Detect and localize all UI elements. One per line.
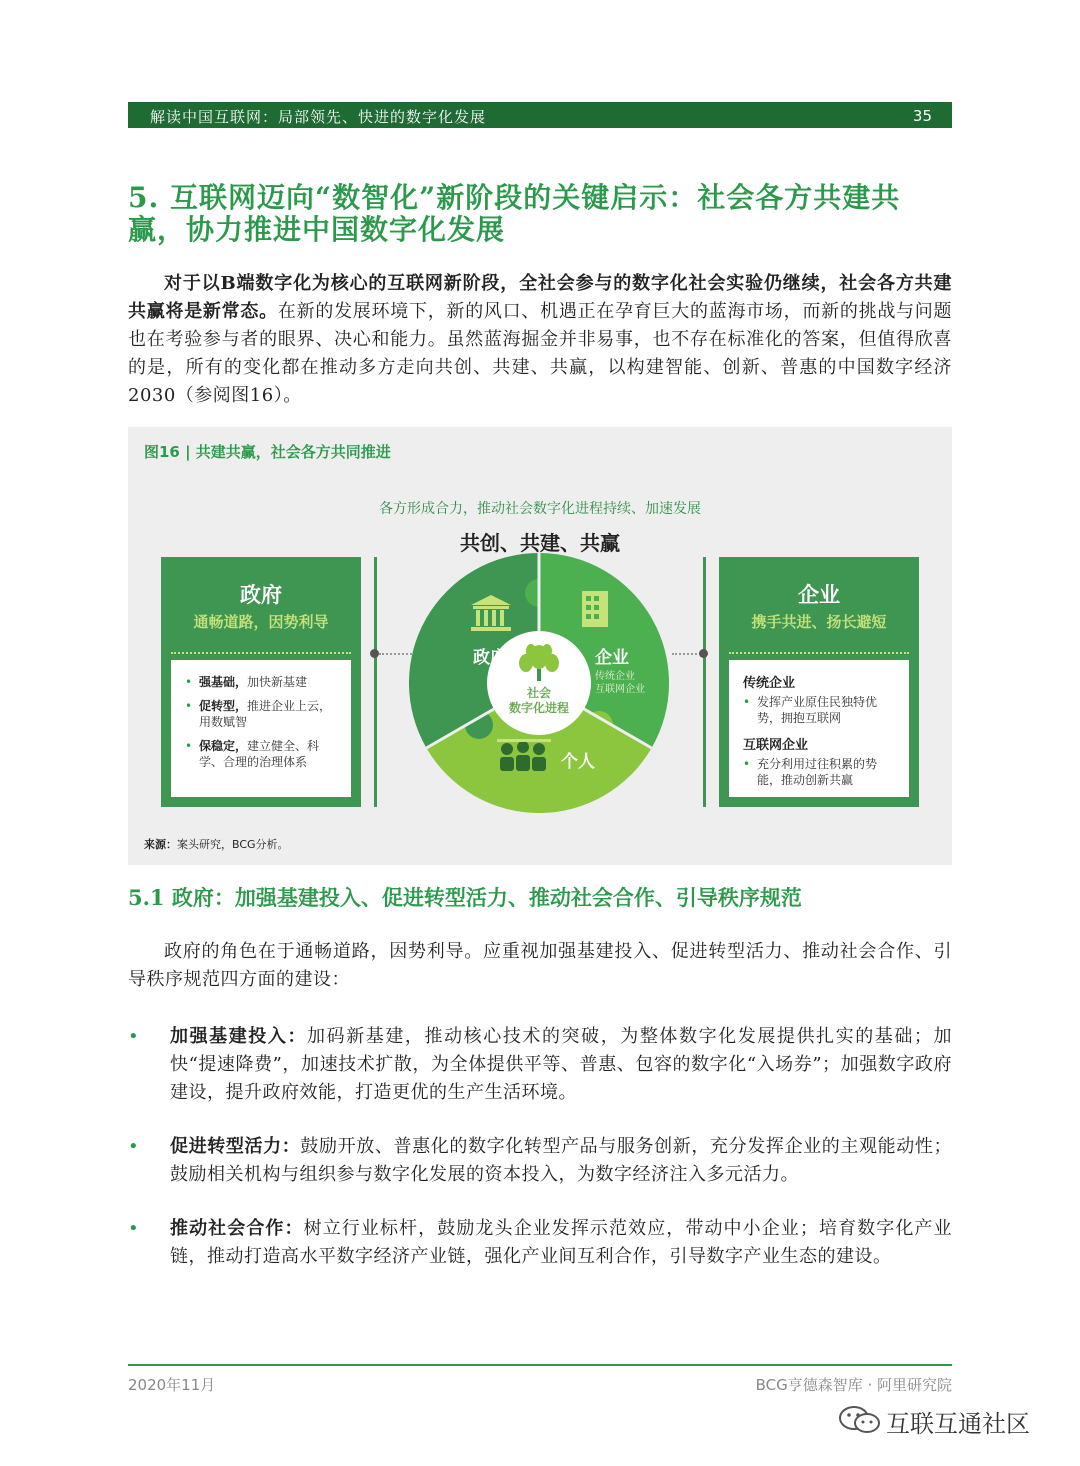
government-panel-head: 政府 bbox=[240, 583, 282, 607]
list-item: • 保稳定，建立健全、科学、合理的治理体系 bbox=[185, 738, 341, 770]
government-panel-list bbox=[171, 660, 351, 797]
section-title: 5. 互联网迈向“数智化”新阶段的关键启示：社会各方共建共赢，协力推进中国数字化发展 bbox=[128, 181, 901, 246]
bullet-item: • 推动社会合作：树立行业标杆，鼓励龙头企业发挥示范效应，带动中小企业；培育数字化产业链，推动打造高水平数字经济产业链，强化产业间互利合作，引导数字产业生态的建设。 bbox=[170, 1215, 952, 1271]
center-label-process: 数字化进程 bbox=[508, 701, 570, 715]
page-header bbox=[128, 102, 952, 128]
watermark bbox=[838, 1402, 1058, 1438]
center-label-society: 社会 bbox=[526, 686, 552, 700]
puzzle-enterprise-sub1: 传统企业 bbox=[595, 671, 635, 682]
enterprise-panel-head: 企业 bbox=[798, 583, 840, 607]
panel-divider bbox=[171, 652, 351, 654]
puzzle-government-label: 政府 bbox=[473, 648, 507, 668]
figure-title: 图16 | 共建共赢，社会各方共同推进 bbox=[144, 443, 391, 461]
list-item: • 充分利用过往积累的势能，推动创新共赢 bbox=[743, 756, 899, 788]
government-panel-sub: 通畅道路，因势利导 bbox=[193, 613, 329, 631]
enterprise-panel-sub: 携手共进、扬长避短 bbox=[751, 613, 887, 631]
bullet-dot: • bbox=[128, 1218, 140, 1239]
divider-line bbox=[703, 557, 706, 807]
intro-bold: 对于以B端数字化为核心的互联网新阶段，全社会参与的数字化社会实验仍继续，社会各方共建共赢将是新常态。 bbox=[128, 273, 952, 322]
connector-dot bbox=[699, 649, 708, 658]
footer-divider bbox=[128, 1364, 952, 1366]
figure-main-caption: 共创、共建、共赢 bbox=[460, 531, 620, 555]
bullet-dot: • bbox=[128, 1136, 140, 1157]
internet-enterprise-head: 互联网企业 bbox=[743, 738, 809, 753]
list-item: • 强基础，加快新基建 bbox=[185, 674, 341, 690]
footer-date: 2020年11月 bbox=[128, 1376, 216, 1394]
enterprise-panel-list bbox=[729, 660, 909, 797]
wechat-icon bbox=[838, 1404, 882, 1436]
figure-16 bbox=[128, 427, 952, 865]
bullet-dot: • bbox=[128, 1026, 140, 1047]
panel-divider bbox=[729, 652, 909, 654]
divider-line bbox=[374, 557, 377, 807]
intro-text: 在新的发展环境下，新的风口、机遇正在孕育巨大的蓝海市场，而新的挑战与问题也在考验参与者的眼界、决心和能力。虽然蓝海掘金并非易事，也不存在标准化的答案，但值得欣喜的是，所有的变化都在推动多方走向共创、共建、共赢，以构建智能、创新、普惠的中国数字经济2030（参阅图16）。 bbox=[128, 301, 953, 406]
connector-dot bbox=[370, 649, 379, 658]
list-item: • 促转型，推进企业上云，用数赋智 bbox=[185, 698, 341, 730]
paragraph: 政府的角色在于通畅道路，因势利导。应重视加强基建投入、促进转型活力、推动社会合作、引导秩序规范四方面的建设： bbox=[128, 941, 952, 990]
enterprise-panel bbox=[719, 557, 919, 807]
watermark-text: 互联互通社区 bbox=[886, 1410, 1030, 1438]
figure-subtitle: 各方形成合力，推动社会数字化进程持续、加速发展 bbox=[379, 501, 701, 517]
subsection-title: 5.1 政府：加强基建投入、促进转型活力、推动社会合作、引导秩序规范 bbox=[128, 885, 802, 910]
figure-source: 来源：案头研究，BCG分析。 bbox=[144, 838, 289, 851]
puzzle-individual-label: 个人 bbox=[561, 752, 595, 772]
bullet-item: • 促进转型活力：鼓励开放、普惠化的数字化转型产品与服务创新，充分发挥企业的主观能动性；鼓励相关机构与组织参与数字化发展的资本投入，为数字经济注入多元活力。 bbox=[170, 1133, 952, 1189]
header-title: 解读中国互联网：局部领先、快进的数字化发展 bbox=[150, 108, 487, 126]
government-panel bbox=[161, 557, 361, 807]
puzzle-diagram bbox=[409, 553, 669, 813]
traditional-enterprise-head: 传统企业 bbox=[743, 676, 796, 691]
intro-paragraph bbox=[128, 270, 952, 410]
puzzle-enterprise-sub2: 互联网企业 bbox=[595, 684, 645, 695]
puzzle-enterprise-label: 企业 bbox=[595, 648, 629, 668]
page-number: 35 bbox=[912, 107, 932, 125]
office-building-icon bbox=[582, 591, 608, 627]
bullet-item: • 加强基建投入：加码新基建，推动核心技术的突破，为整体数字化发展提供扎实的基础；加快“提速降费”，加速技术扩散，为全体提供平等、普惠、包容的数字化“入场券”；加强数字政府建设，提升政府效能，打造更优的生产生活环境。 bbox=[170, 1023, 952, 1107]
list-item: • 发挥产业原住民独特优势，拥抱互联网 bbox=[743, 694, 899, 726]
footer-org: BCG亨德森智库 · 阿里研究院 bbox=[755, 1376, 952, 1394]
